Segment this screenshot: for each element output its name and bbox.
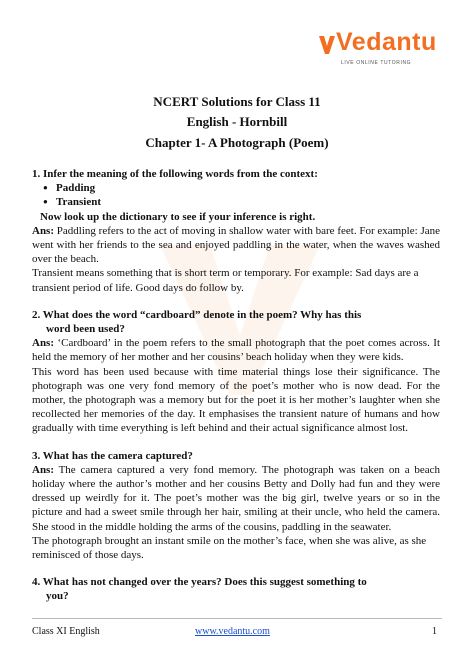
word-item: ● Padding [32, 181, 440, 195]
answer-2 [32, 336, 440, 364]
answer-label: Ans: [32, 224, 55, 237]
answer-2-extra-b: significance. The photograph was one very fond memory of the poet’s mother [32, 365, 440, 392]
answer-2-extra-c: who is now dead. For the mother, the photograph was a memory but for the poet it is her mother’s laughter when she recollected her memories of the day. It emphasises the transient nature of humans and how gradually with time everything is left behind and their actual significance almost lost. [32, 379, 440, 435]
footer-divider [32, 618, 442, 619]
answer-3 [32, 463, 440, 534]
answer-3-text-b: weirdly for it. The poet’s mother [85, 492, 238, 505]
brand-name: Vedantu [336, 28, 437, 56]
document-subject: English - Hornbill [186, 114, 288, 129]
question-3: 3. What has the camera captured? [32, 449, 193, 462]
answer-label: Ans: [32, 463, 55, 476]
page-number: 1 [432, 626, 437, 637]
answer-label: Ans: [32, 337, 55, 350]
brand-tagline: LIVE ONLINE TUTORING [341, 60, 412, 66]
vedantu-logo [318, 26, 437, 76]
answer-1-extra: Transient means something that is short term or temporary. For example: Sad days are a transient period of life. Good days do follow by. [32, 267, 419, 294]
answer-3-extra: The photograph brought an instant smile on the mother’s face, when she was alive, as she reminisced of those days. [32, 534, 427, 562]
question-2-cont: word been used? [46, 323, 125, 336]
word-list [32, 181, 440, 209]
question-1: 1. Infer the meaning of the following words from the context: [32, 168, 318, 180]
document-body [32, 167, 440, 604]
footer-website-link[interactable]: www.vedantu.com [195, 626, 270, 637]
question-2: 2. What does the word “cardboard” denote in the poem? Why has this [32, 308, 362, 321]
answer-3-text-c: was the big girl, twelve years or so in the picture and had a sweet smile through her hair, smiling at their uncle, who held the camera. She stood in the middle holding the arms of the cousins, paddling in the seawater. [32, 492, 440, 533]
answer-2-extra [32, 365, 440, 436]
answer-2-text: ‘Cardboard’ in the poem refers to the small photograph that the poet comes across. It held the memory of her mother and her cousins’ beach holiday when they were kids. [32, 337, 440, 364]
chapter-title: Chapter 1- A Photograph (Poem) [145, 135, 329, 150]
answer-1-text: Paddling refers to the act of moving in shallow water with bare feet. For example: Jane went with her friends to the sea and enjoyed paddling in the water, when the waves washed over the beach. [32, 224, 440, 266]
answer-2-extra-a: This word has been used because with time material things lose their [32, 365, 363, 378]
answer-3-text-a: The camera captured a very fond memory. The photograph was taken on a beach holiday where the author’s mother and her cousins Betty and Dolly had fun and they were dressed up [32, 463, 440, 505]
vedantu-logo-icon [318, 34, 336, 56]
answer-1 [32, 224, 440, 267]
question-4: 4. What has not changed over the years? Does this suggest something to [32, 576, 367, 589]
document-title: NCERT Solutions for Class 11 [153, 94, 321, 109]
word-item: ● Transient [32, 195, 440, 209]
question-1-note: Now look up the dictionary to see if your inference is right. [40, 210, 316, 223]
footer-class: Class XI English [32, 626, 100, 637]
question-4-cont: you? [46, 590, 69, 603]
